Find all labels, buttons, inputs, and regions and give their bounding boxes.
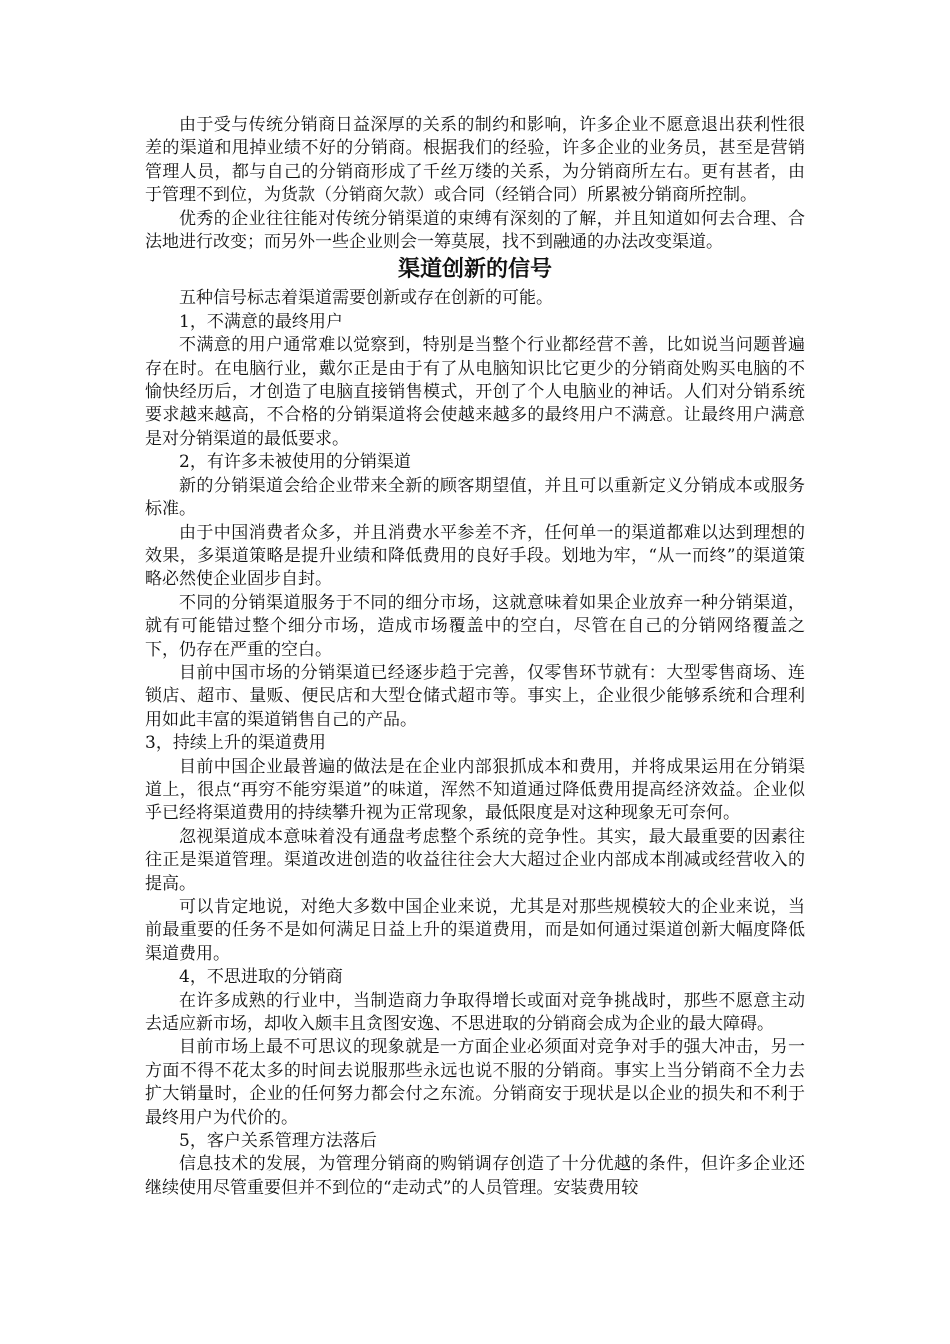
intro-paragraph-1: 由于受与传统分销商日益深厚的关系的制约和影响，许多企业不愿意退出获利性很差的渠道和甩掉业绩不好的分销商。根据我们的经验，许多企业的业务员，甚至是营销管理人员，都与自己的分销商形成了千丝万缕的关系，为分销商所左右。更有甚者，由于管理不到位，为货款（分销商欠款）或合同（经销合同）所累被分销商所控制。 <box>145 115 805 206</box>
signal-4-paragraph-2: 目前市场上最不可思议的现象就是一方面企业必须面对竞争对手的强大冲击，另一方面不得不花太多的时间去说服那些永远也说不服的分销商。事实上当分销商不全力去扩大销量时，企业的任何努力都会付之东流。分销商安于现状是以企业的损失和不利于最终用户为代价的。 <box>145 1037 805 1128</box>
signal-2-paragraph-2: 由于中国消费者众多，并且消费水平参差不齐，任何单一的渠道都难以达到理想的效果，多渠道策略是提升业绩和降低费用的良好手段。划地为牢，“从一而终”的渠道策略必然使企业固步自封。 <box>145 522 805 590</box>
section-intro: 五种信号标志着渠道需要创新或存在创新的可能。 <box>179 288 553 309</box>
signal-1-paragraph-1: 不满意的用户通常难以觉察到，特别是当整个行业都经营不善，比如说当问题普遍存在时。在电脑行业，戴尔正是由于有了从电脑知识比它更少的分销商处购买电脑的不愉快经历后，才创造了电脑直接销售模式，开创了个人电脑业的神话。人们对分销系统要求越来越高，不合格的分销渠道将会使越来越多的最终用户不满意。让最终用户满意是对分销渠道的最低要求。 <box>145 335 805 449</box>
signal-2-paragraph-4: 目前中国市场的分销渠道已经逐步趋于完善，仅零售环节就有：大型零售商场、连锁店、超市、量贩、便民店和大型仓储式超市等。事实上，企业很少能够系统和合理利用如此丰富的渠道销售自己的产品。 <box>145 662 805 730</box>
signal-5-heading: 5，客户关系管理方法落后 <box>179 1131 377 1152</box>
signal-1-heading: 1，不满意的最终用户 <box>179 311 343 332</box>
signal-2-paragraph-1: 新的分销渠道会给企业带来全新的顾客期望值，并且可以重新定义分销成本或服务标准。 <box>145 475 805 520</box>
signal-4-paragraph-1: 在许多成熟的行业中，当制造商力争取得增长或面对竞争挑战时，那些不愿意主动去适应新市场，却收入颇丰且贪图安逸、不思进取的分销商会成为企业的最大障碍。 <box>145 990 805 1035</box>
signal-2-heading: 2，有许多未被使用的分销渠道 <box>179 452 411 473</box>
signal-3-paragraph-3: 可以肯定地说，对绝大多数中国企业来说，尤其是对那些规模较大的企业来说，当前最重要的任务不是如何满足日益上升的渠道费用，而是如何通过渠道创新大幅度降低渠道费用。 <box>145 897 805 964</box>
signal-3-paragraph-2: 忽视渠道成本意味着没有通盘考虑整个系统的竞争性。其实，最大最重要的因素往往正是渠道管理。渠道改进创造的收益往往会大大超过企业内部成本削减或经营收入的提高。 <box>145 826 805 894</box>
signal-2-paragraph-3: 不同的分销渠道服务于不同的细分市场，这就意味着如果企业放弃一种分销渠道，就有可能错过整个细分市场，造成市场覆盖中的空白，尽管在自己的分销网络覆盖之下，仍存在严重的空白。 <box>145 592 805 660</box>
signal-3-paragraph-1: 目前中国企业最普遍的做法是在企业内部狠抓成本和费用，并将成果运用在分销渠道上，很点“再穷不能穷渠道”的味道，浑然不知道通过降低费用提高经济效益。企业似乎已经将渠道费用的持续攀升视为正常现象，最低限度是对这种现象无可奈何。 <box>145 756 805 824</box>
signal-3-heading: 3，持续上升的渠道费用 <box>145 733 326 754</box>
section-title: 渠道创新的信号 <box>397 257 552 283</box>
signal-4-heading: 4，不思进取的分销商 <box>179 967 343 988</box>
signal-5-paragraph-1: 信息技术的发展，为管理分销商的购销调存创造了十分优越的条件，但许多企业还继续使用尽管重要但并不到位的“走动式”的人员管理。安装费用较 <box>145 1154 805 1198</box>
intro-paragraph-2: 优秀的企业往往能对传统分销渠道的束缚有深刻的了解，并且知道如何去合理、合法地进行改变；而另外一些企业则会一筹莫展，找不到融通的办法改变渠道。 <box>145 208 805 253</box>
